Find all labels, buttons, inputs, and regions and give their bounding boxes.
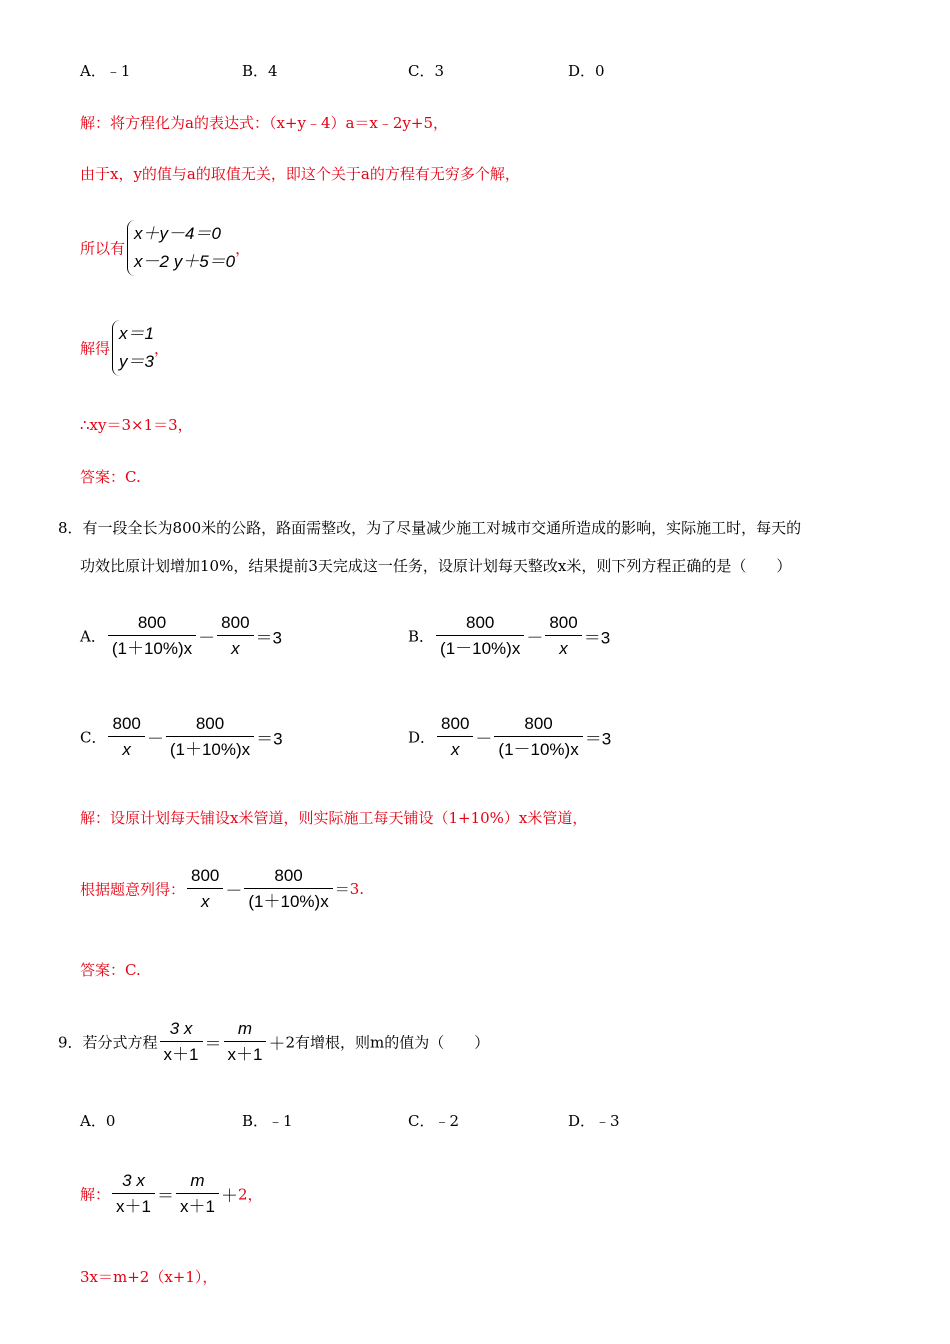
q7-system-2 <box>80 320 169 376</box>
fraction <box>437 713 473 761</box>
q7-solution-line1: 解：将方程化为a的表达式：（x+y﹣4）a＝x﹣2y+5， <box>80 114 449 132</box>
denominator: x＋1 <box>163 1045 199 1064</box>
system-eq-1: x＋y－4＝0 <box>134 224 221 243</box>
denominator: x <box>122 740 131 759</box>
denominator: x <box>231 639 240 658</box>
fraction <box>112 1170 155 1218</box>
fraction <box>244 865 332 913</box>
system-eq-2: x－2 y＋5＝0 <box>134 252 236 271</box>
q9-solution-equation <box>80 1170 263 1218</box>
fraction <box>436 612 524 660</box>
q7-option-c: C．3 <box>408 62 445 80</box>
numerator: 800 <box>108 713 144 737</box>
solved-label: 解得 <box>80 339 111 358</box>
q8-option-b <box>408 612 610 660</box>
denominator: x＋1 <box>179 1197 215 1216</box>
comma: ， <box>235 239 251 258</box>
q7-answer: 答案：C. <box>80 468 141 486</box>
q7-option-b: B．4 <box>242 62 278 80</box>
rhs: ＝3 <box>583 628 611 648</box>
plus: ＋ <box>220 1186 238 1206</box>
denominator: (1＋10%)x <box>111 639 193 658</box>
q7-xy-line: ∴xy＝3×1＝3， <box>80 416 193 434</box>
fraction <box>187 865 223 913</box>
q8-option-c <box>80 713 283 761</box>
operator: － <box>225 881 243 901</box>
solution-suffix: 2， <box>237 1185 263 1204</box>
q9-option-a: A．0 <box>80 1112 116 1130</box>
denominator: x <box>450 740 460 759</box>
option-label: B． <box>408 627 435 646</box>
q9-option-b: B．﹣1 <box>242 1112 293 1130</box>
denominator: (1－10%)x <box>440 639 521 658</box>
numerator: 800 <box>545 612 581 636</box>
operator: － <box>146 729 164 749</box>
q9-solution-line2: 3x＝m+2（x+1）， <box>80 1268 218 1286</box>
solution-eq-2: y＝3 <box>119 352 154 371</box>
equals: ＝ <box>334 880 350 899</box>
operator: － <box>526 628 544 648</box>
fraction <box>224 1018 267 1066</box>
denominator: (1＋10%)x <box>248 892 329 911</box>
operator: － <box>198 628 216 648</box>
numerator: m <box>176 1170 219 1194</box>
q9-stem <box>58 1018 489 1066</box>
q8-solution-equation <box>80 865 364 913</box>
fraction <box>160 1018 203 1066</box>
numerator: 3 x <box>112 1170 155 1194</box>
denominator: x＋1 <box>116 1197 151 1216</box>
numerator: 3 x <box>160 1018 203 1042</box>
fraction <box>494 713 582 761</box>
stem-suffix: 2有增根，则m的值为（ ） <box>285 1033 490 1052</box>
numerator: 800 <box>244 865 332 889</box>
denominator: x <box>200 892 210 911</box>
q8-option-a <box>80 612 282 660</box>
solution-eq-1: x＝1 <box>119 324 154 343</box>
numerator: 800 <box>437 713 473 737</box>
q8-stem-line1: 8．有一段全长为800米的公路，路面需整改，为了尽量减少施工对城市交通所造成的影响，实际施工时，每天的 <box>58 519 802 537</box>
solution-system <box>112 320 154 376</box>
denominator: (1＋10%)x <box>169 740 251 759</box>
stem-prefix: 9．若分式方程 <box>58 1033 158 1052</box>
option-label: D． <box>408 728 436 747</box>
numerator: 800 <box>108 612 196 636</box>
numerator: 800 <box>166 713 254 737</box>
q7-option-a: A．﹣1 <box>80 62 131 80</box>
rhs: ＝3 <box>584 729 612 749</box>
fraction <box>166 713 254 761</box>
q7-solution-line2: 由于x，y的值与a的取值无关，即这个关于a的方程有无穷多个解， <box>80 165 520 183</box>
option-label: C． <box>80 728 107 747</box>
rhs: ＝3 <box>255 628 282 648</box>
q7-option-d: D．0 <box>568 62 605 80</box>
q8-stem-line2: 功效比原计划增加10%，结果提前3天完成这一任务，设原计划每天整改x米，则下列方程正确的是（ ） <box>80 557 792 575</box>
denominator: x＋1 <box>227 1045 263 1064</box>
denominator: (1－10%)x <box>498 740 579 759</box>
q9-option-d: D．﹣3 <box>568 1112 620 1130</box>
fraction <box>176 1170 219 1218</box>
numerator: 800 <box>436 612 524 636</box>
q8-solution-line1: 解：设原计划每天铺设x米管道，则实际施工每天铺设（1+10%）x米管道， <box>80 809 588 827</box>
fraction <box>108 612 196 660</box>
numerator: 800 <box>187 865 223 889</box>
equals: ＝ <box>204 1034 222 1054</box>
equation-prefix: 根据题意列得： <box>80 880 186 899</box>
fraction <box>108 713 144 761</box>
option-label: A． <box>80 627 106 646</box>
q8-option-d <box>408 713 611 761</box>
q8-answer: 答案：C. <box>80 961 141 979</box>
operator: － <box>475 729 493 749</box>
so-have-label: 所以有 <box>80 239 126 258</box>
equation-system <box>127 220 235 276</box>
fraction <box>217 612 253 660</box>
comma: ， <box>153 339 169 358</box>
numerator: m <box>224 1018 267 1042</box>
equals: ＝ <box>156 1186 174 1206</box>
solution-prefix: 解： <box>80 1185 111 1204</box>
rhs: ＝3 <box>256 729 283 749</box>
plus: ＋ <box>268 1034 286 1054</box>
result: 3. <box>349 880 365 898</box>
numerator: 800 <box>494 713 582 737</box>
q9-option-c: C．﹣2 <box>408 1112 460 1130</box>
q7-system-1 <box>80 220 250 276</box>
fraction <box>545 612 581 660</box>
numerator: 800 <box>217 612 253 636</box>
denominator: x <box>559 639 568 658</box>
